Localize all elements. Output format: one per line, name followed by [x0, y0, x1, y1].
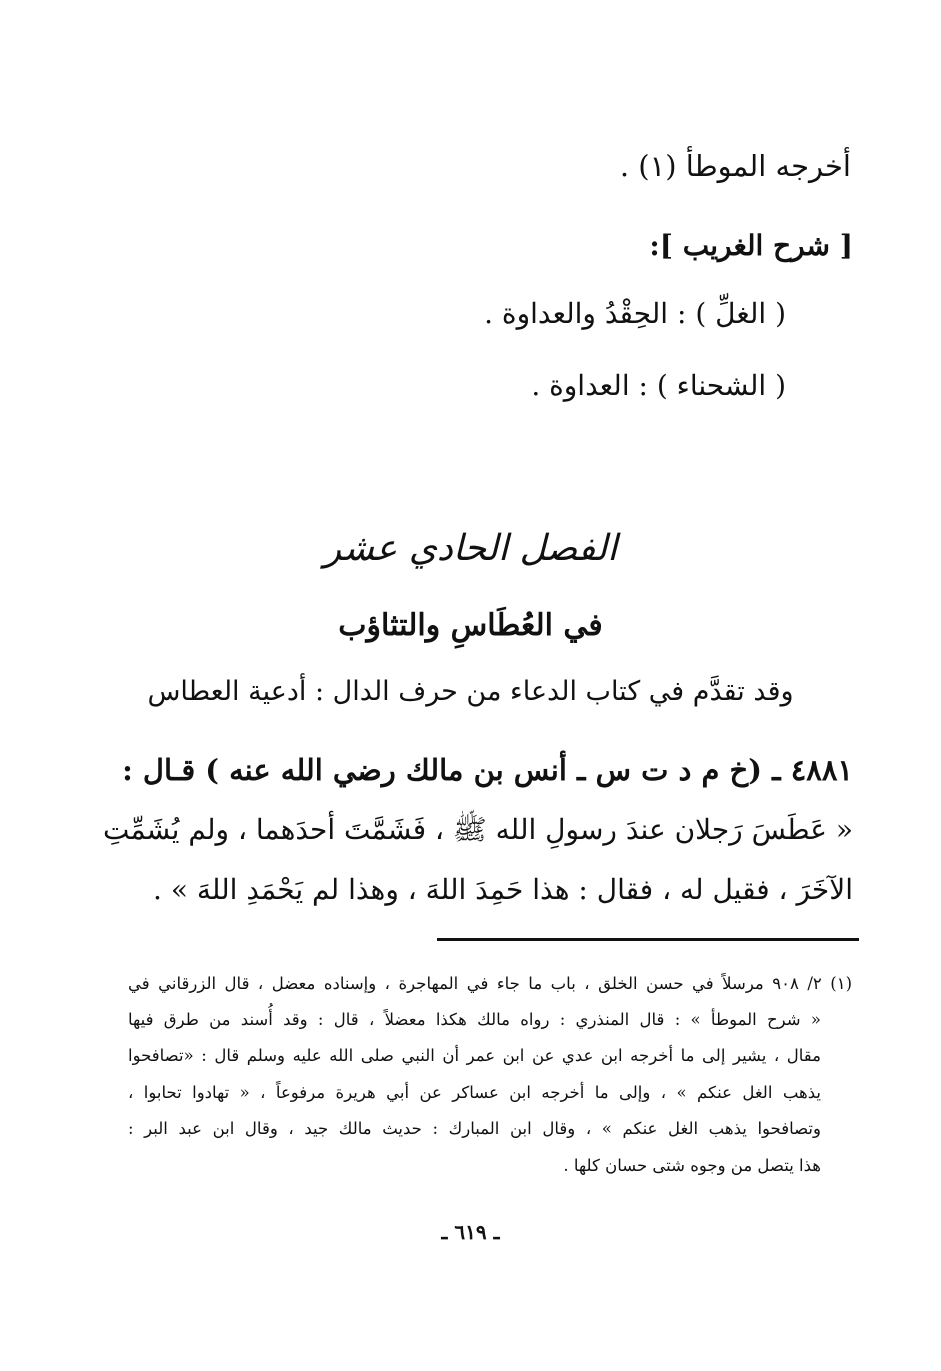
footnote-line: وتصافحوا يذهب الغل عنكم » ، وقال ابن المبارك : حديث مالك جيد ، وقال ابن عبد البر :: [128, 1119, 821, 1138]
intro-line: أخرجه الموطأ (١) .: [619, 149, 851, 183]
chapter-note: وقد تقدَّم في كتاب الدعاء من حرف الدال : أدعية العطاس: [147, 676, 794, 707]
gloss-heading: [ شرح الغريب ]:: [649, 229, 853, 262]
hadith-text-line: « عَطَسَ رَجلان عندَ رسولِ الله ﷺ ، فَشَمَّتَ أحدَهما ، ولم يُشَمِّتِ: [103, 813, 853, 846]
footnote-line: (١) ٢/ ٩٠٨ مرسلاً في حسن الخلق ، باب ما جاء في المهاجرة ، وإسناده معضل ، قال الزرقاني في: [128, 974, 852, 993]
footnote-line: « شرح الموطأ » : قال المنذري : رواه مالك هكذا معضلاً ، قال : وقد أُسند من طرق فيها: [128, 1010, 821, 1029]
hadith-header: ٤٨٨١ ـ (خ م د ت س ـ أنس بن مالك رضي الله عنه ) قـال :: [122, 753, 853, 787]
footnote-separator: [437, 938, 859, 941]
page-number: ـ ٦١٩ ـ: [441, 1220, 500, 1244]
footnote-line: مقال ، يشير إلى ما أخرجه ابن عدي عن ابن عمر أن النبي صلى الله عليه وسلم قال : «تصافحوا: [128, 1046, 821, 1065]
hadith-text-line: الآخَرَ ، فقيل له ، فقال : هذا حَمِدَ اللهَ ، وهذا لم يَحْمَدِ اللهَ » .: [153, 873, 853, 906]
gloss-entry: ( الغلِّ ) : الحِقْدُ والعداوة .: [484, 297, 786, 330]
chapter-title: الفصل الحادي عشر: [323, 528, 618, 569]
chapter-subtitle: في العُطَاسِ والتثاؤب: [338, 608, 603, 643]
gloss-entry: ( الشحناء ) : العداوة .: [531, 369, 786, 402]
footnote-line: يذهب الغل عنكم » ، وإلى ما أخرجه ابن عساكر عن أبي هريرة مرفوعاً ، « تهادوا تحابوا ،: [128, 1083, 821, 1102]
footnote-line: هذا يتصل من وجوه شتى حسان كلها .: [563, 1156, 821, 1175]
